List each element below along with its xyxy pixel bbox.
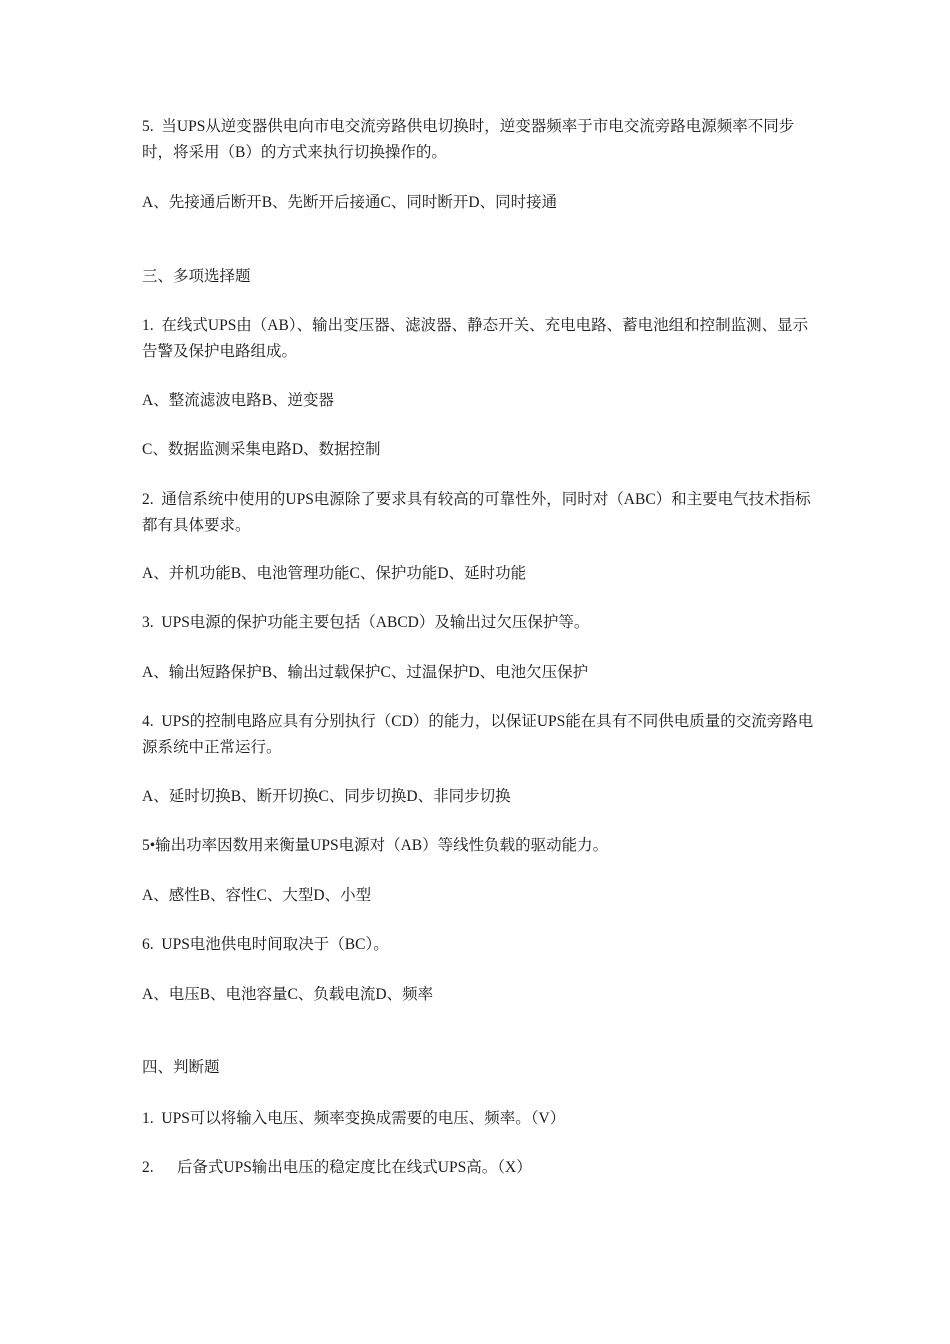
question-5-options: A、先接通后断开B、先断开后接通C、同时断开D、同时接通 — [142, 194, 558, 211]
question-1-options-ab: A、整流滤波电路B、逆变器 — [142, 392, 335, 409]
question-3-multiple-choice: 3. UPS电源的保护功能主要包括（ABCD）及输出过欠压保护等。 — [142, 614, 590, 631]
question-1-options-cd: C、数据监测采集电路D、数据控制 — [142, 441, 381, 458]
true-false-question-2: 2. 后备式UPS输出电压的稳定度比在线式UPS高。（X） — [142, 1159, 532, 1176]
question-3-options: A、输出短路保护B、输出过载保护C、过温保护D、电池欠压保护 — [142, 664, 589, 681]
question-5-single-choice: 5. 当UPS从逆变器供电向市电交流旁路供电切换时，逆变器频率于市电交流旁路电源频率不同步时，将采用（B）的方式来执行切换操作的。 — [142, 118, 795, 161]
question-2-options: A、并机功能B、电池管理功能C、保护功能D、延时功能 — [142, 565, 527, 582]
question-5-multi-options: A、感性B、容性C、大型D、小型 — [142, 887, 372, 904]
true-false-question-1: 1. UPS可以将输入电压、频率变换成需要的电压、频率。（V） — [142, 1110, 566, 1127]
question-4-options: A、延时切换B、断开切换C、同步切换D、非同步切换 — [142, 788, 511, 805]
section-heading-true-false: 四、判断题 — [142, 1059, 220, 1076]
question-2-multiple-choice: 2. 通信系统中使用的UPS电源除了要求具有较高的可靠性外，同时对（ABC）和主要电气技术指标都有具体要求。 — [142, 491, 811, 534]
question-6-multiple-choice: 6. UPS电池供电时间取决于（BC）。 — [142, 936, 389, 953]
question-4-multiple-choice: 4. UPS的控制电路应具有分别执行（CD）的能力，以保证UPS能在具有不同供电质量的交流旁路电源系统中正常运行。 — [142, 713, 814, 756]
section-heading-multiple-choice: 三、多项选择题 — [142, 268, 251, 285]
question-6-options: A、电压B、电池容量C、负载电流D、频率 — [142, 986, 434, 1003]
question-5-multiple-choice: 5•输出功率因数用来衡量UPS电源对（AB）等线性负载的驱动能力。 — [142, 837, 609, 854]
question-1-multiple-choice: 1. 在线式UPS由（AB）、输出变压器、滤波器、静态开关、充电电路、蓄电池组和控制监测、显示告警及保护电路组成。 — [142, 317, 809, 360]
